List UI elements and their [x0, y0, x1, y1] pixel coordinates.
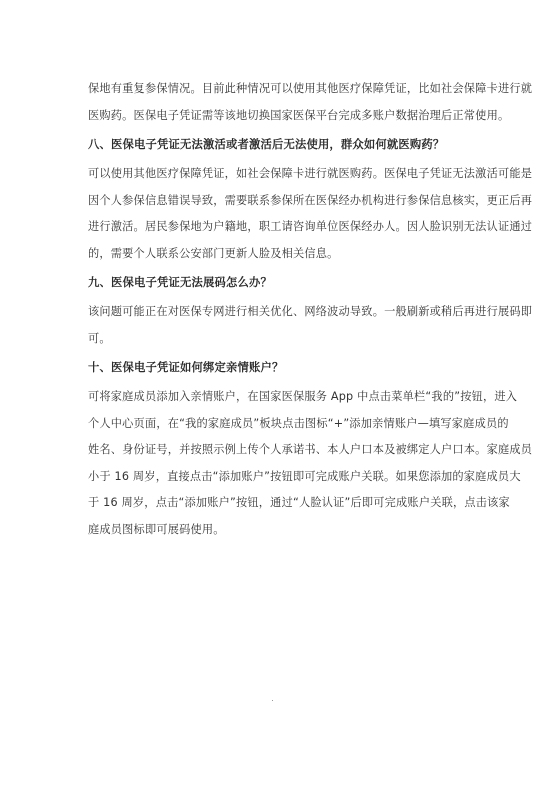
- section-8-heading: 八、医保电子凭证无法激活或者激活后无法使用，群众如何就医购药？: [88, 138, 445, 151]
- text-line: 因个人参保信息错误导致，需要联系参保所在医保经办机构进行参保信息核实，更正后再: [88, 193, 533, 207]
- text-line: 保地有重复参保情况。目前此种情况可以使用其他医疗保障凭证，比如社会保障卡进行就: [88, 82, 533, 95]
- text-line: 的，需要个人联系公安部门更新人脸及相关信息。: [88, 246, 339, 260]
- text-line: 该问题可能正在对医保专网进行相关优化、网络波动导致。一般刷新或稍后再进行展码即: [88, 305, 533, 318]
- text-line: 个人中心页面，在“我的家庭成员”板块点击图标“+”添加亲情账户—填写家庭成员的: [88, 416, 509, 430]
- text-line: 医购药。医保电子凭证需等该地切换国家医保平台完成多账户数据治理后正常使用。: [88, 108, 510, 122]
- text-line: 可以使用其他医疗保障凭证，如社会保障卡进行就医购药。医保电子凭证无法激活可能是: [88, 167, 533, 180]
- text-line: 小于 16 周岁，直接点击“添加账户”按钮即可完成账户关联。如果您添加的家庭成员大: [88, 469, 521, 483]
- section-9-paragraph: [88, 299, 533, 352]
- text-line: 进行激活。居民参保地为户籍地，职工请咨询单位医保经办人。因人脸识别无法认证通过: [88, 220, 533, 233]
- text-line: 可将家庭成员添加入亲情账户，在国家医保服务 App 中点击菜单栏“我的”按钮，进入: [88, 390, 518, 403]
- document-body: [88, 76, 533, 543]
- text-line: 于 16 周岁，点击“添加账户”按钮，通过“人脸认证”后即可完成账户关联，点击该家: [88, 496, 510, 509]
- section-9-heading: 九、医保电子凭证无法展码怎么办？: [88, 276, 272, 289]
- text-line: 姓名、身份证号，并按照示例上传个人承诺书、本人户口本及被绑定人户口本。家庭成员: [88, 443, 533, 456]
- section-10-heading: 十、医保电子凭证如何绑定亲情账户？: [88, 361, 284, 374]
- text-line: 庭成员图标即可展码使用。: [88, 522, 225, 536]
- scan-dot: [272, 700, 273, 701]
- text-line: 可。: [88, 331, 111, 345]
- intro-paragraph: [88, 76, 533, 129]
- section-10-paragraph: [88, 384, 533, 543]
- section-8-paragraph: [88, 161, 533, 267]
